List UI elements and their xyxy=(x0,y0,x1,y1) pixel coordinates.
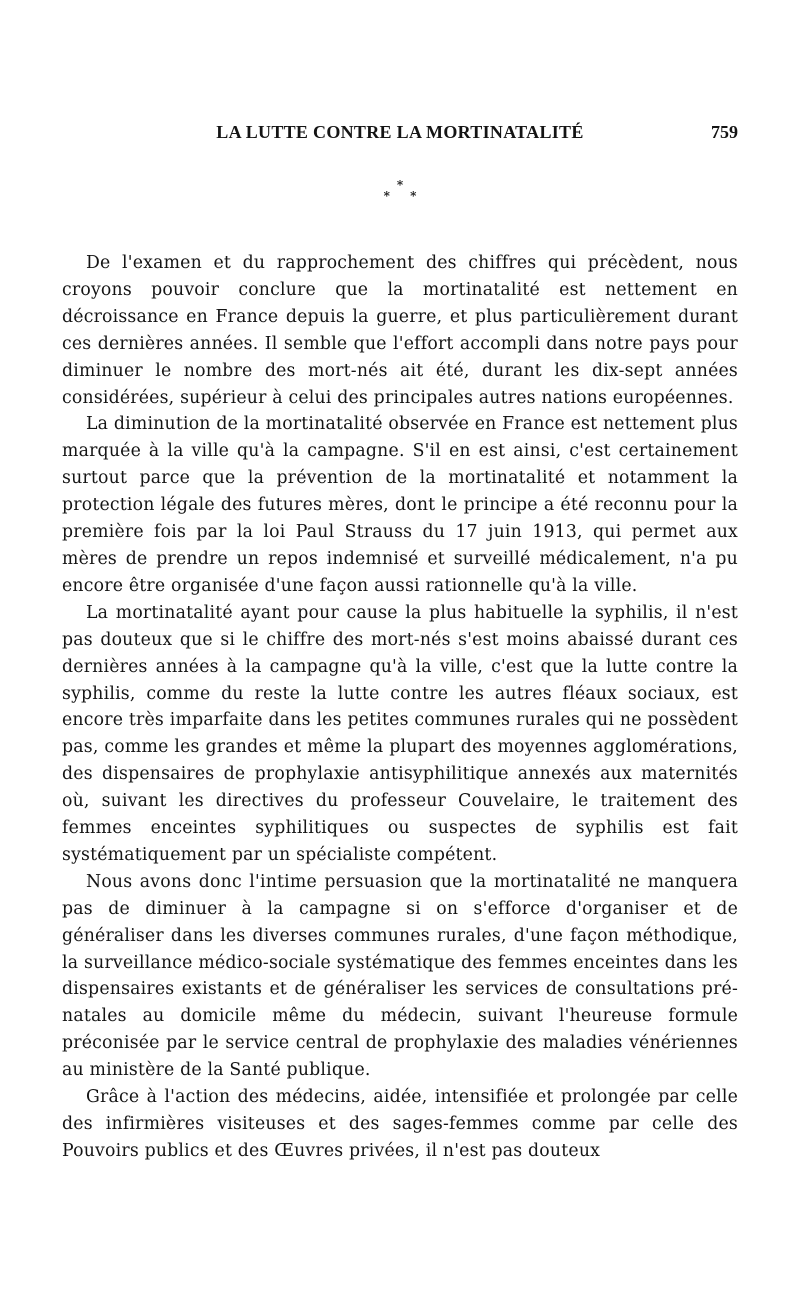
body-text xyxy=(62,250,738,1165)
asterism-bottom: * * xyxy=(383,189,425,203)
paragraph-4: Nous avons donc l'intime persuasion que la mortinatalité ne manquera pas de diminuer à la campagne si on s'efforce d'organiser et de généraliser dans les diverses communes rurales, d'une façon méthodique, la surveillance médico-sociale systématique des femmes enceintes dans les dispensaires existants et de généraliser les services de consultations pré-natales au domicile même du médecin, suivant l'heureuse formule préconisée par le service central de prophylaxie des maladies vénériennes au ministère de la Santé publique. xyxy=(62,871,738,1081)
section-asterism xyxy=(0,180,800,202)
paragraph-2: La diminution de la mortinatalité observée en France est nettement plus marquée à la ville qu'à la campagne. S'il en est ainsi, c'est certainement surtout parce que la prévention de la mortinatalité et notamment la protection légale des futures mères, dont le principe a été reconnu pour la première fois par la loi Paul Strauss du 17 juin 1913, qui permet aux mères de prendre un repos indemnisé et surveillé médicalement, n'a pu encore être organisée d'une façon aussi rationnelle qu'à la ville. xyxy=(62,414,739,596)
running-header xyxy=(62,122,738,150)
running-title: LA LUTTE CONTRE LA MORTINATALITÉ xyxy=(216,122,584,142)
asterism-top: * xyxy=(396,178,404,192)
paragraph-5: Grâce à l'action des médecins, aidée, intensifiée et prolongée par celle des infirmières visiteuses et des sages-femmes comme par celle des Pouvoirs publics et des Œuvres privées, il n'est pas douteux xyxy=(62,1087,738,1161)
paragraph-3: La mortinatalité ayant pour cause la plus habituelle la syphilis, il n'est pas douteux que si le chiffre des mort-nés s'est moins abaissé durant ces dernières années à la campagne qu'à la ville, c'est que la lutte contre la syphilis, comme du reste la lutte contre les autres fléaux sociaux, est encore très imparfaite dans les petites communes rurales qui ne possèdent pas, comme les grandes et même la plupart des moyennes agglomérations, des dispensaires de prophylaxie antisyphilitique annexés aux maternités où, suivant les directives du professeur Couvelaire, le traitement des femmes enceintes syphilitiques ou suspectes de syphilis est fait systématiquement par un spécialiste compétent. xyxy=(62,602,738,865)
page-number: 759 xyxy=(711,122,738,142)
paragraph-1: De l'examen et du rapprochement des chiffres qui précèdent, nous croyons pouvoir conclure que la mortinatalité est nettement en décroissance en France depuis la guerre, et plus particulièrement durant ces dernières années. Il semble que l'effort accompli dans notre pays pour diminuer le nombre des mort-nés ait été, durant les dix-sept années considérées, supérieur à celui des principales autres nations européennes. xyxy=(62,253,738,408)
